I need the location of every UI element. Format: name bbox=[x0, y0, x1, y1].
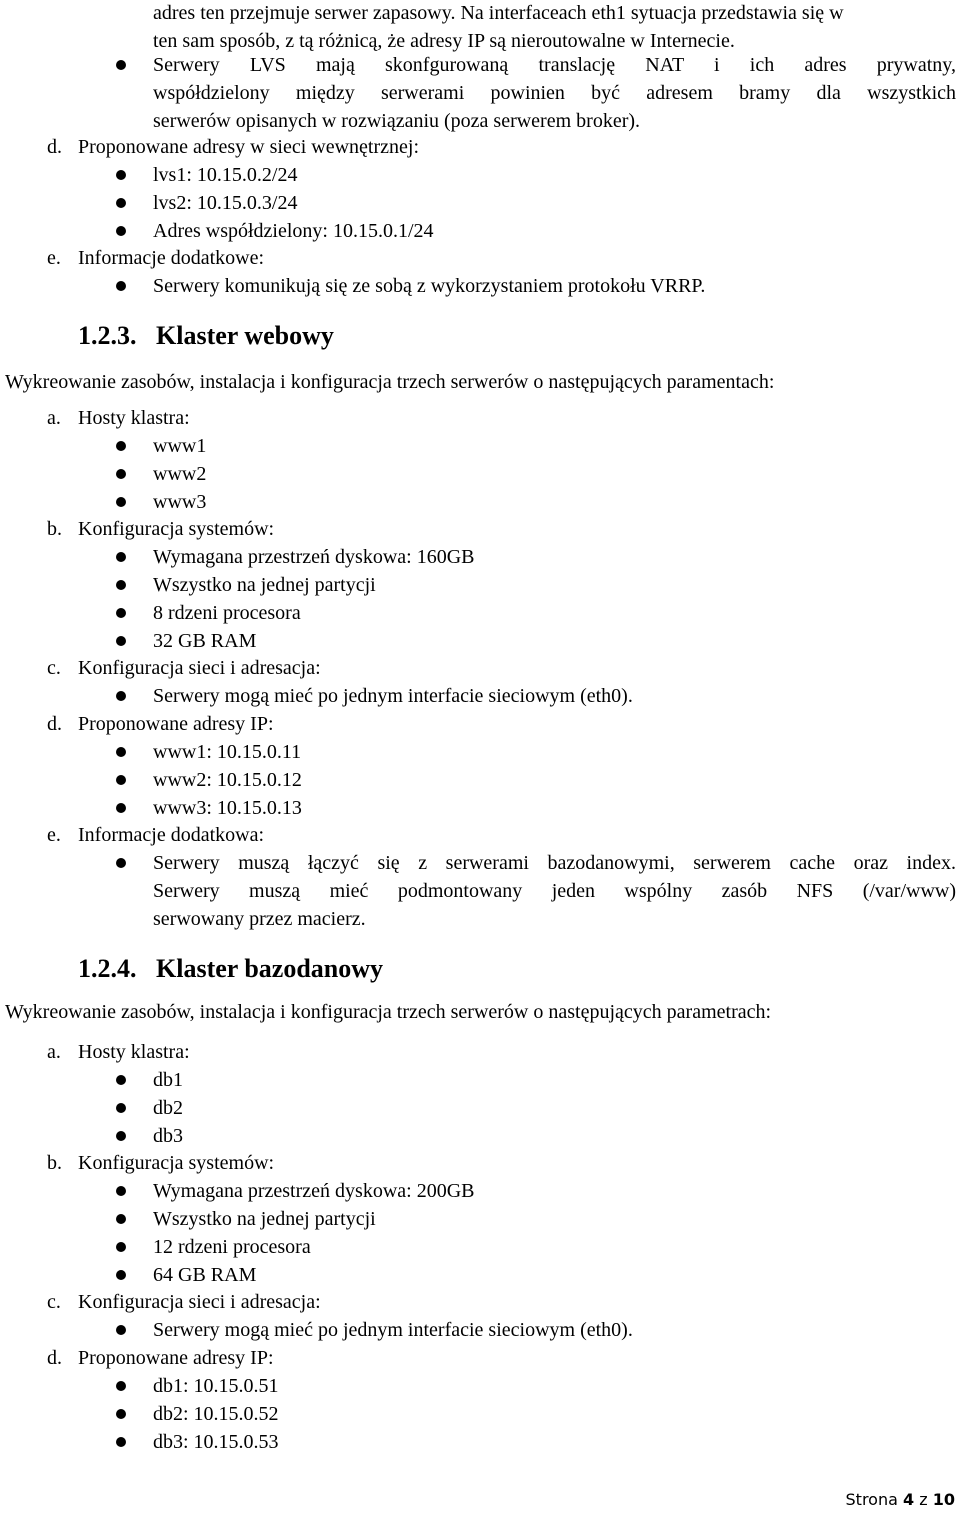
bullet-dot bbox=[116, 580, 126, 590]
list-heading: Proponowane adresy IP: bbox=[78, 713, 274, 735]
list-label: b. bbox=[47, 518, 62, 540]
list-item: Serwery mogą mieć po jednym interfacie sieciowym (eth0). bbox=[153, 1319, 633, 1341]
bullet-text: ten sam sposób, z tą różnicą, że adresy IP są nieroutowalne w Internecie. bbox=[153, 30, 735, 52]
list-item: Serwery muszą mieć podmontowany jeden wspólny zasób NFS (/var/www) bbox=[153, 880, 956, 902]
list-item: lvs1: 10.15.0.2/24 bbox=[153, 164, 298, 186]
list-item: www2 bbox=[153, 463, 207, 485]
list-label: e. bbox=[47, 247, 61, 269]
page-footer bbox=[846, 1489, 955, 1511]
section-title: Klaster webowy bbox=[156, 321, 334, 350]
bullet-dot bbox=[116, 1075, 126, 1085]
section-heading bbox=[78, 953, 383, 985]
list-item: Wymagana przestrzeń dyskowa: 200GB bbox=[153, 1180, 475, 1202]
bullet-dot bbox=[116, 281, 126, 291]
bullet-dot bbox=[116, 60, 126, 70]
list-item: db2: 10.15.0.52 bbox=[153, 1403, 279, 1425]
bullet-dot bbox=[116, 1437, 126, 1447]
bullet-dot bbox=[116, 469, 126, 479]
bullet-dot bbox=[116, 441, 126, 451]
list-label: d. bbox=[47, 136, 62, 158]
bullet-text: Serwery LVS mają skonfgurowaną translację NAT i ich adres prywatny, bbox=[153, 54, 956, 76]
section-intro: Wykreowanie zasobów, instalacja i konfiguracja trzech serwerów o następujących paramentach: bbox=[5, 371, 775, 393]
page-separator: z bbox=[919, 1490, 928, 1509]
list-item: 12 rdzeni procesora bbox=[153, 1236, 311, 1258]
page-label: Strona bbox=[845, 1490, 898, 1509]
list-heading: Konfiguracja systemów: bbox=[78, 518, 275, 540]
bullet-dot bbox=[116, 226, 126, 236]
list-heading: Konfiguracja sieci i adresacja: bbox=[78, 657, 321, 679]
bullet-dot bbox=[116, 1214, 126, 1224]
list-item: 64 GB RAM bbox=[153, 1264, 257, 1286]
bullet-dot bbox=[116, 691, 126, 701]
section-intro: Wykreowanie zasobów, instalacja i konfiguracja trzech serwerów o następujących parametrach: bbox=[5, 1001, 772, 1023]
list-item: Serwery komunikują się ze sobą z wykorzystaniem protokołu VRRP. bbox=[153, 275, 706, 297]
list-item: db1: 10.15.0.51 bbox=[153, 1375, 279, 1397]
list-item: www1: 10.15.0.11 bbox=[153, 741, 302, 763]
section-number: 1.2.3. bbox=[78, 321, 137, 350]
bullet-dot bbox=[116, 1186, 126, 1196]
list-item: Wszystko na jednej partycji bbox=[153, 574, 376, 596]
list-item: db3 bbox=[153, 1125, 183, 1147]
list-label: d. bbox=[47, 1347, 62, 1369]
bullet-dot bbox=[116, 198, 126, 208]
list-label: b. bbox=[47, 1152, 62, 1174]
list-item: www2: 10.15.0.12 bbox=[153, 769, 302, 791]
list-label: e. bbox=[47, 824, 61, 846]
bullet-dot bbox=[116, 1242, 126, 1252]
bullet-dot bbox=[116, 497, 126, 507]
list-item: db1 bbox=[153, 1069, 183, 1091]
list-item: db2 bbox=[153, 1097, 183, 1119]
list-label: d. bbox=[47, 713, 62, 735]
bullet-dot bbox=[116, 552, 126, 562]
list-heading: Hosty klastra: bbox=[78, 407, 190, 429]
list-item: Serwery muszą łączyć się z serwerami bazodanowymi, serwerem cache oraz index. bbox=[153, 852, 956, 874]
bullet-dot bbox=[116, 747, 126, 757]
bullet-text: serwerów opisanych w rozwiązaniu (poza serwerem broker). bbox=[153, 110, 641, 132]
list-item: Adres współdzielony: 10.15.0.1/24 bbox=[153, 220, 434, 242]
section-number: 1.2.4. bbox=[78, 954, 137, 983]
list-item: 32 GB RAM bbox=[153, 630, 257, 652]
list-label: c. bbox=[47, 657, 61, 679]
bullet-dot bbox=[116, 1409, 126, 1419]
total-pages: 10 bbox=[932, 1490, 955, 1509]
current-page: 4 bbox=[903, 1490, 915, 1509]
list-item: lvs2: 10.15.0.3/24 bbox=[153, 192, 298, 214]
list-heading: Hosty klastra: bbox=[78, 1041, 190, 1063]
bullet-dot bbox=[116, 1103, 126, 1113]
bullet-dot bbox=[116, 803, 126, 813]
list-heading: Informacje dodatkowe: bbox=[78, 247, 265, 269]
list-item: Wszystko na jednej partycji bbox=[153, 1208, 376, 1230]
bullet-dot bbox=[116, 775, 126, 785]
list-heading: Proponowane adresy IP: bbox=[78, 1347, 274, 1369]
list-label: a. bbox=[47, 1041, 61, 1063]
list-heading: Informacje dodatkowa: bbox=[78, 824, 265, 846]
bullet-text: adres ten przejmuje serwer zapasowy. Na interfaceach eth1 sytuacja przedstawia się w bbox=[153, 2, 844, 24]
list-item: www1 bbox=[153, 435, 207, 457]
list-item: www3 bbox=[153, 491, 207, 513]
list-heading: Konfiguracja systemów: bbox=[78, 1152, 275, 1174]
bullet-dot bbox=[116, 1270, 126, 1280]
bullet-dot bbox=[116, 1381, 126, 1391]
list-item: Serwery mogą mieć po jednym interfacie sieciowym (eth0). bbox=[153, 685, 633, 707]
list-item: Wymagana przestrzeń dyskowa: 160GB bbox=[153, 546, 475, 568]
bullet-dot bbox=[116, 1325, 126, 1335]
list-item: 8 rdzeni procesora bbox=[153, 602, 301, 624]
list-heading: Konfiguracja sieci i adresacja: bbox=[78, 1291, 321, 1313]
section-title: Klaster bazodanowy bbox=[156, 954, 384, 983]
bullet-dot bbox=[116, 636, 126, 646]
bullet-text: współdzielony między serwerami powinien być adresem bramy dla wszystkich bbox=[153, 82, 956, 104]
list-label: a. bbox=[47, 407, 61, 429]
list-item: serwowany przez macierz. bbox=[153, 908, 366, 930]
list-item: db3: 10.15.0.53 bbox=[153, 1431, 279, 1453]
section-heading bbox=[78, 320, 334, 352]
bullet-dot bbox=[116, 170, 126, 180]
list-item: www3: 10.15.0.13 bbox=[153, 797, 302, 819]
bullet-dot bbox=[116, 1131, 126, 1141]
bullet-dot bbox=[116, 608, 126, 618]
list-label: c. bbox=[47, 1291, 61, 1313]
list-heading: Proponowane adresy w sieci wewnętrznej: bbox=[78, 136, 419, 158]
bullet-dot bbox=[116, 858, 126, 868]
